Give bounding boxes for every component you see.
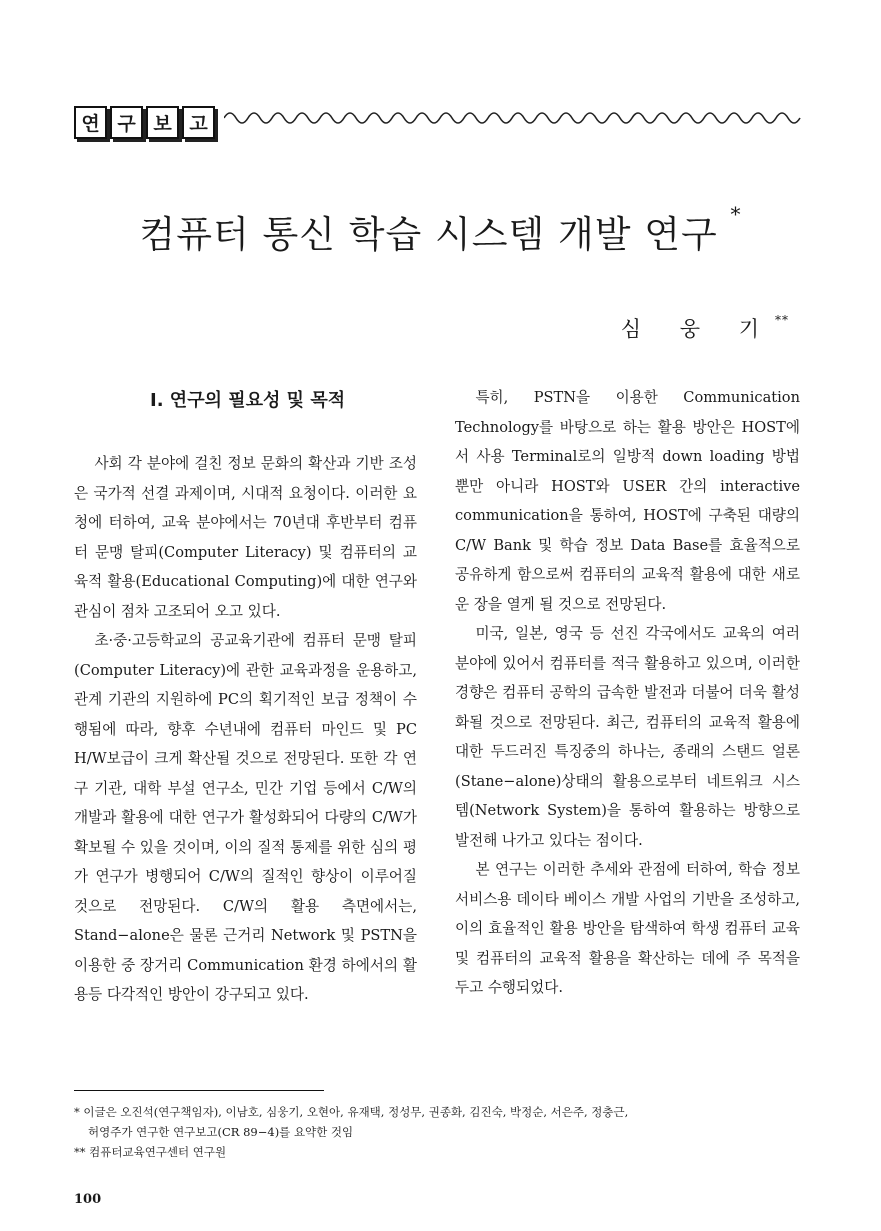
badge-char: 고 <box>182 106 215 139</box>
footnote: ** 컴퓨터교육연구센터 연구원 <box>74 1145 227 1159</box>
section-badge-boxes <box>74 106 215 139</box>
paragraph: 초·중·고등학교의 공교육기관에 컴퓨터 문맹 탈피(Computer Literacy)에 관한 교육과정을 운용하고, 관계 기관의 지원하에 PC의 획기적인 보급 정책이 수행됨에 따라, 향후 수년내에 컴퓨터 마인드 및 PC H/W보급이 크게 확산될 것으로 전망된다. 또한 각 연구 기관, 대학 부설 연구소, 민간 기업 등에서 C/W의 개발과 활용에 대한 연구가 활성화되어 다량의 C/W가 확보될 수 있을 것이며, 이의 질적 통제를 위한 심의 평가 연구가 병행되어 C/W의 질적인 향상이 이루어질 것으로 전망된다. C/W의 활용 측면에서는, Stand−alone은 물론 근거리 Network 및 PSTN을 이용한 중 장거리 Communication 환경 하에서의 활용등 다각적인 방안이 강구되고 있다. <box>74 632 417 1003</box>
right-column <box>455 383 800 1003</box>
article-title <box>0 204 881 258</box>
author-line <box>621 313 789 343</box>
author-name: 심 웅 기 <box>620 317 775 341</box>
footnote-divider <box>74 1090 324 1091</box>
footnote: * 이글은 오진석(연구책임자), 이남호, 심웅기, 오현아, 유재택, 정성무, 권종화, 김진숙, 박정순, 서은주, 정충근, <box>74 1105 629 1119</box>
author-footnote-mark: ** <box>775 313 789 327</box>
paragraph: 본 연구는 이러한 추세와 관점에 터하여, 학습 정보 서비스용 데이타 베이스 개발 사업의 기반을 조성하고, 이의 효율적인 활용 방안을 탐색하여 학생 컴퓨터 교육 및 컴퓨터의 교육적 활용을 확산하는 데에 주 목적을 두고 수행되었다. <box>455 861 800 996</box>
section-heading: I. 연구의 필요성 및 목적 <box>150 390 346 411</box>
badge-char: 연 <box>74 106 107 139</box>
page-number: 100 <box>74 1192 102 1207</box>
paragraph: 특히, PSTN을 이용한 Communication Technology를 바탕으로 하는 활용 방안은 HOST에서 사용 Terminal로의 일방적 down loading 방법 뿐만 아니라 HOST와 USER 간의 interactive communication을 통하여, HOST에 구축된 대량의 C/W Bank 및 학습 정보 Data Base를 효율적으로 공유하게 함으로써 컴퓨터의 교육적 활용에 대한 새로운 장을 열게 될 것으로 전망된다. <box>455 389 800 613</box>
footnote-continuation: 허영주가 연구한 연구보고(CR 89−4)를 요약한 것임 <box>88 1125 354 1139</box>
section-badge <box>74 100 808 150</box>
paragraph: 미국, 일본, 영국 등 선진 각국에서도 교육의 여러 분야에 있어서 컴퓨터를 적극 활용하고 있으며, 이러한 경향은 컴퓨터 공학의 급속한 발전과 더불어 더욱 활성화될 것으로 전망된다. 최근, 컴퓨터의 교육적 활용에 대한 두드러진 특징중의 하나는, 종래의 스탠드 얼론(Stane−alone)상태의 활용으로부터 네트워크 시스템(Network System)을 통하여 활용하는 방향으로 발전해 나가고 있다는 점이다. <box>455 625 800 849</box>
left-column <box>74 449 417 1010</box>
paragraph: 사회 각 분야에 걸친 정보 문화의 확산과 기반 조성은 국가적 선결 과제이며, 시대적 요청이다. 이러한 요청에 터하여, 교육 분야에서는 70년대 후반부터 컴퓨터 문맹 탈피(Computer Literacy) 및 컴퓨터의 교육적 활용(Educational Computing)에 대한 연구와 관심이 점차 고조되어 오고 있다. <box>74 455 417 620</box>
footnotes <box>74 1102 804 1162</box>
wave-ornament <box>224 106 808 126</box>
title-text: 컴퓨터 통신 학습 시스템 개발 연구 <box>139 213 718 256</box>
badge-char: 보 <box>146 106 179 139</box>
badge-char: 구 <box>110 106 143 139</box>
title-footnote-mark: * <box>730 202 742 226</box>
